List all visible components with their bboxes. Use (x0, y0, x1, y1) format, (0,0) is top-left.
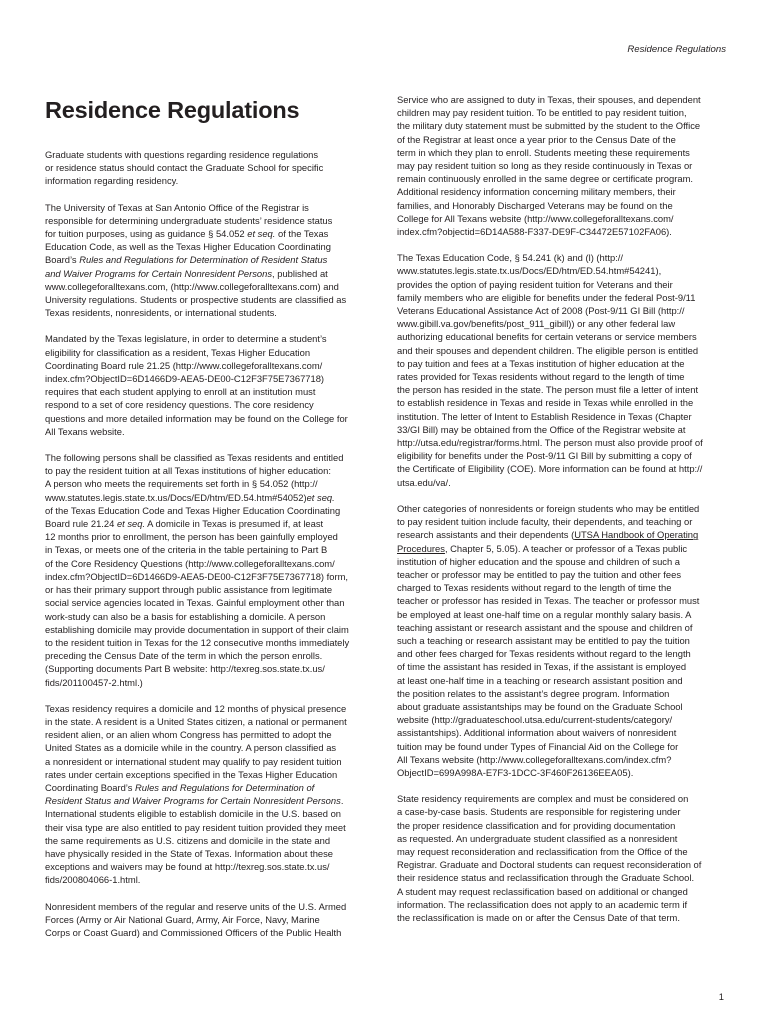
running-header: Residence Regulations (627, 44, 726, 55)
text-line: 12 months prior to enrollment, the person has been gainfully employed (45, 531, 338, 543)
handbook-link[interactable]: Procedures (397, 542, 445, 554)
text-line: eligibility for classification as a resident, Texas Higher Education (45, 346, 311, 358)
text-line (45, 517, 377, 530)
text-line: term in which they plan to enroll. Students meeting these requirements (397, 146, 690, 158)
text-segment: Coordinating Board’s (45, 781, 135, 793)
paragraph (397, 251, 729, 489)
text-segment: for tuition purposes, using as guidance § 54.052 (45, 228, 248, 240)
text-line: Registrar. Graduate and Doctoral students can request reconsideration of (397, 859, 702, 871)
text-line (45, 781, 377, 794)
text-line: All Texans website. (45, 425, 125, 437)
right-paragraphs (397, 93, 729, 924)
text-line: may pay resident tuition so long as they reside continuously in Texas or (397, 160, 693, 172)
text-line: tuition may be found under Types of Financial Aid on the College for (397, 740, 679, 752)
text-line: or has their primary support through public assistance from legitimate (45, 584, 333, 596)
paragraph (45, 148, 377, 188)
text-segment: , published at (272, 267, 328, 279)
text-segment: et seq. (116, 518, 146, 530)
text-line: children may pay resident tuition. To be entitled to pay resident tuition, (397, 107, 687, 119)
text-segment: of the Texas (275, 228, 329, 240)
text-line: fids/200804066-1.html. (45, 874, 141, 886)
text-line: at least one-half time in a teaching or research assistant position and (397, 674, 683, 686)
text-line: United States as a domicile while in the country. A person classified as (45, 742, 337, 754)
paragraph (45, 702, 377, 887)
text-line: index.cfm?ObjectID=6D1466D9-AEA5-DE00-C12F3F75E7367718) form, (45, 570, 349, 582)
text-line: Forces (Army or Air National Guard, Army, Air Force, Navy, Marine (45, 913, 320, 925)
text-line: fids/201100457-2.html.) (45, 676, 143, 688)
text-line: be employed at least one-half time on a regular monthly salary basis. A (397, 608, 692, 620)
text-line: and their spouses and dependent children. The eligible person is entitled (397, 344, 699, 356)
text-line: have physically resided in the State of Texas. Information about these (45, 847, 334, 859)
text-line: the Certificate of Eligibility (COE). More information can be found at http:// (397, 463, 703, 475)
text-line: State residency requirements are complex and must be considered on (397, 793, 689, 805)
text-line: authorizing educational benefits for certain veterans or service members (397, 331, 697, 343)
text-line: teacher or professor has resided in Texas. The teacher or professor must (397, 595, 700, 607)
text-segment: Rules and Regulations for Determination of (135, 781, 315, 793)
text-line: The Texas Education Code, § 54.241 (k) and (l) (http:// (397, 252, 623, 264)
text-line: a nonresident or international student may qualify to pay resident tuition (45, 755, 342, 767)
paragraph (45, 451, 377, 689)
text-line: to pay tuition and fees at a Texas institution of higher education at the (397, 357, 685, 369)
left-paragraphs (45, 148, 377, 939)
text-line: www.gibill.va.gov/benefits/post_911_gibill)) or any other federal law (397, 318, 676, 330)
text-line: Education Code, as well as the Texas Higher Education Coordinating (45, 241, 331, 253)
text-line: institution of higher education and the spouse and children of such a (397, 555, 681, 567)
text-line: resident alien, or an alien whom Congress has permitted to adopt the (45, 729, 332, 741)
right-column (397, 93, 729, 937)
page-number: 1 (718, 991, 724, 1002)
text-line: establishing domicile may provide documentation in support of their claim (45, 623, 349, 635)
text-line: teaching assistant or research assistant and the spouse and children of (397, 621, 693, 633)
text-line: eligibility for benefits under the Post-9/11 GI Bill by submitting a copy of (397, 450, 692, 462)
text-line: http://utsa.edu/registrar/forms.html. The person must also provide proof of (397, 437, 703, 449)
text-segment: research assistants and their dependents ( (397, 529, 575, 541)
text-line: or residence status should contact the Graduate School for specific (45, 162, 324, 174)
text-line: index.cfm?ObjectID=6D1466D9-AEA5-DE00-C12F3F75E7367718) (45, 373, 325, 385)
text-line: family members who are eligible for benefits under the federal Post-9/11 (397, 291, 696, 303)
text-line: the proper residence classification and for providing documentation (397, 819, 676, 831)
text-line: Texas residents, nonresidents, or international students. (45, 307, 277, 319)
text-line: index.cfm?objectid=6D14A588-F337-DE9F-C34472E57102FA06). (397, 226, 672, 238)
text-line: teacher or professor may be entitled to pay the tuition and other fees (397, 568, 682, 580)
text-line: Mandated by the Texas legislature, in order to determine a student’s (45, 333, 327, 345)
handbook-link[interactable]: UTSA Handbook of Operating (574, 529, 699, 541)
text-line: Corps or Coast Guard) and Commissioned Officers of the Public Health (45, 926, 342, 938)
text-line: information. The reclassification does not apply to an academic term if (397, 898, 688, 910)
text-line: utsa.edu/va/. (397, 476, 451, 488)
text-segment: Rules and Regulations for Determination of Resident Status (79, 254, 328, 266)
paragraph (397, 792, 729, 924)
text-line (45, 227, 377, 240)
text-line: (Supporting documents Part B website: http://texreg.sos.state.tx.us/ (45, 663, 325, 675)
text-line (45, 253, 377, 266)
text-line: responsible for determining undergraduate students’ residence status (45, 214, 333, 226)
text-line: A person who meets the requirements set forth in § 54.052 (http:// (45, 478, 318, 490)
text-line: to the resident tuition in Texas for the 12 consecutive months immediately (45, 636, 350, 648)
text-line: the same requirements as U.S. citizens and domicile in the state and (45, 834, 331, 846)
text-line (45, 267, 377, 280)
text-segment: A domicile in Texas is presumed if, at least (145, 518, 324, 530)
text-line: charged to Texas residents without regard to the length of time the (397, 582, 672, 594)
text-line: of time the assistant has resided in Texas, if the assistant is employed (397, 661, 687, 673)
text-line: Nonresident members of the regular and reserve units of the U.S. Armed (45, 900, 347, 912)
text-line: the person has resided in the state. The person must file a letter of intent (397, 384, 699, 396)
text-line: respond to a set of core residency questions. The core residency (45, 399, 314, 411)
paragraph (45, 900, 377, 940)
text-line: Additional residency information concerning military members, their (397, 186, 676, 198)
text-line: The following persons shall be classified as Texas residents and entitled (45, 452, 344, 464)
text-line: in Texas, or meets one of the criteria in the table pertaining to Part B (45, 544, 328, 556)
left-column (45, 93, 377, 952)
text-line: Texas residency requires a domicile and 12 months of physical presence (45, 702, 347, 714)
text-segment: et seq. (306, 491, 335, 503)
text-line: institution. The letter of Intent to Establish Residence in Texas (Chapter (397, 410, 692, 422)
text-line (397, 528, 729, 541)
text-line: assistantships). Additional information about waivers of nonresident (397, 727, 677, 739)
text-line: 33/GI Bill) may be obtained from the Office of the Registrar website at (397, 423, 686, 435)
text-line: remain continuously enrolled in the same degree or certificate program. (397, 173, 693, 185)
text-line: families, and Honorably Discharged Veterans may be found on the (397, 199, 673, 211)
text-line: and other fees charged for Texas residents without regard to the length (397, 648, 691, 660)
paragraph (45, 201, 377, 320)
text-line: International students eligible to establish domicile in the U.S. based on (45, 808, 342, 820)
text-segment: . (340, 795, 344, 807)
text-line: to pay resident tuition include faculty, their dependents, and teaching or (397, 516, 693, 528)
text-line: of the Core Residency Questions (http://www.collegeforalltexans.com/ (45, 557, 335, 569)
text-line: to establish residence in Texas and reside in Texas while enrolled in the (397, 397, 694, 409)
text-line: provides the option of paying resident tuition for Veterans and their (397, 278, 673, 290)
text-line: requires that each student applying to enroll at an institution must (45, 386, 316, 398)
text-line: their visa type are also entitled to pay resident tuition provided they meet (45, 821, 346, 833)
text-segment: www.statutes.legis.state.tx.us/Docs/ED/htm/ED.54.htm#54052) (45, 491, 307, 503)
text-line: the military duty statement must be submitted by the student to the Office (397, 120, 701, 132)
text-line: www.statutes.legis.state.tx.us/Docs/ED/htm/ED.54.htm#54241), (397, 265, 662, 277)
text-line: as requested. An undergraduate student classified as a nonresident (397, 832, 678, 844)
text-line: to pay the resident tuition at all Texas institutions of higher education: (45, 465, 331, 477)
text-line: Coordinating Board rule 21.25 (http://www.collegeforalltexans.com/ (45, 359, 323, 371)
text-line (397, 542, 729, 555)
page-title: Residence Regulations (45, 97, 300, 123)
paragraph (397, 502, 729, 779)
text-line: website (http://graduateschool.utsa.edu/current-students/category/ (397, 714, 673, 726)
text-segment: , Chapter 5, 5.05). A teacher or professor of a Texas public (444, 542, 688, 554)
text-line: The University of Texas at San Antonio Office of the Registrar is (45, 201, 309, 213)
text-line: may request reconsideration and reclassification from the Office of the (397, 845, 688, 857)
text-line: All Texans website (http://www.collegeforalltexans.com/index.cfm? (397, 753, 672, 765)
paragraph (397, 93, 729, 238)
text-line (45, 491, 377, 504)
text-segment: Resident Status and Waiver Programs for Certain Nonresident Persons (45, 795, 341, 807)
text-line: about graduate assistantships may be found on the Graduate School (397, 700, 683, 712)
text-line (45, 794, 377, 807)
text-segment: Board’s (45, 254, 80, 266)
text-line: Veterans Educational Assistance Act of 2008 (Post-9/11 GI Bill (http:// (397, 305, 685, 317)
text-line: work-study can also be a basis for establishing a domicile. A person (45, 610, 326, 622)
text-line: Service who are assigned to duty in Texas, their spouses, and dependent (397, 94, 701, 105)
text-line: in the state. A resident is a United States citizen, a national or permanent (45, 715, 347, 727)
text-line: information regarding residency. (45, 175, 179, 187)
text-line: preceding the Census Date of the term in which the person enrolls. (45, 650, 323, 662)
text-line: exceptions and waivers may be found at http://texreg.sos.state.tx.us/ (45, 861, 330, 873)
text-line: questions and more detailed information may be found on the College for (45, 412, 348, 424)
text-line: College for All Texans website (http://www.collegeforalltexans.com/ (397, 212, 674, 224)
text-segment: Board rule 21.24 (45, 518, 117, 530)
text-line: a case-by-case basis. Students are responsible for registering under (397, 806, 681, 818)
text-line: the reclassification is made on or after the Census Date of that term. (397, 911, 680, 923)
text-line: www.collegeforalltexans.com, (http://www.collegeforalltexans.com) and (45, 280, 339, 292)
text-line: rates provided for Texas residents without regard to the length of time (397, 371, 685, 383)
text-line: University regulations. Students or prospective students are classified as (45, 294, 347, 306)
text-line: social service agencies located in Texas. Gainful employment other than (45, 597, 345, 609)
text-line: ObjectID=699A998A-E7F3-1DCC-3F460F26136EEA05). (397, 766, 634, 778)
text-line: such a teaching or research assistant may be entitled to pay the tuition (397, 634, 690, 646)
text-segment: et seq. (247, 228, 276, 240)
text-line: the position relates to the assistant’s degree program. Information (397, 687, 670, 699)
text-line: their residence status and reclassification through the Graduate School. (397, 872, 695, 884)
text-line: Graduate students with questions regarding residence regulations (45, 149, 319, 160)
text-line: of the Registrar at least once a year prior to the Census Date of the (397, 133, 676, 145)
text-line: rates under certain exceptions specified in the Texas Higher Education (45, 768, 338, 780)
text-segment: and Waiver Programs for Certain Nonresident Persons (45, 267, 273, 279)
text-line: A student may request reclassification based on additional or changed (397, 885, 688, 897)
text-line: of the Texas Education Code and Texas Higher Education Coordinating (45, 504, 341, 516)
text-line: Other categories of nonresidents or foreign students who may be entitled (397, 502, 700, 514)
paragraph (45, 332, 377, 438)
